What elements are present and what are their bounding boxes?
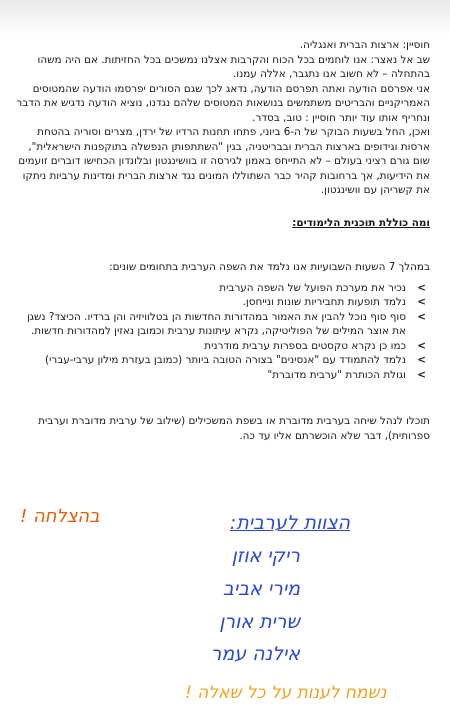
curriculum-heading: ומה כוללת תוכנית הלימודים: bbox=[292, 216, 430, 229]
staff-name: ריקי אוזן bbox=[231, 545, 300, 567]
paragraph-4: ואכן, החל בשעות הבוקר של ה-6 ביוני, פתחו תחנות הרדיו של ירדן, מצרים וסוריה בהטחת ארסות וגידופים בארצות הברית ובבריטניה, בגין "השתתפותן הנפשלה בתוקפנות הישראלית", שום גורם רציני בעולם – לא התייחס באמון לגירסה זו בוושינגטון ובלונדון הכחישו דוברים זועמים את הידיעות, אך ברחובות קהיר כבר השתוללו המונים נגד ארצות הברית ומדינות ערביות ניתקו את קשריהן עם וושינגטון. bbox=[18, 126, 430, 196]
topics-list bbox=[12, 281, 430, 383]
paragraph-3: אני אפרסם הודעה ואתה תפרסם הודעה, נדאג לכך שגם הסורים יפרסמו הודעה שהמטוסים האמריקניים והבריטים משתמשים בנושאות המטוסים שלהם נגדנו, נוציא הודעה נדגיש את הדבר ונחריף אותו עוד יותר חוסיין : טוב, בסדר. bbox=[16, 82, 430, 124]
document-body bbox=[12, 38, 430, 443]
good-luck-note: בהצלחה ! bbox=[20, 506, 100, 527]
questions-note: נשמח לענות על כל שאלה ! bbox=[185, 683, 387, 703]
paragraph-2: שב אל נאצר: אנו לוחמים בכל הכוח והקרבות אצלנו נמשכים בכל החזיתות. אם היה משהו בהתחלה – לא חשוב אנו נתגבר, אללה עמנו. bbox=[37, 53, 430, 80]
staff-title: הצוות לערבית: bbox=[229, 512, 350, 534]
staff-name: אילנה עמר bbox=[210, 643, 300, 665]
list-item: > נלמד להתמודד עם "אנסינים" בצורה הטובה ביותר (כמובן בעזרת מילון ערבי-עברי) bbox=[12, 353, 406, 368]
list-item: > וגולת הכותרת "ערבית מדוברת" bbox=[12, 368, 406, 383]
staff-name: שרית אורן bbox=[219, 611, 300, 633]
list-item: > סוף סוף נוכל להבין את האמור במהדורות החדשות הן בטלוויזיה והן ברדיו. הכיצד? נשגן את אוצר המילים של הפוליטיקה, נקרא עיתונות ערבית וכמובן נאזין למהדורות חדשות. bbox=[12, 310, 406, 339]
staff-name: מירי אביב bbox=[222, 578, 300, 600]
closing-paragraph: תוכלו לנהל שיחה בערבית מדוברת או בשפת המשכילים (שילוב של ערבית מדוברת וערבית ספרותית), דבר שלא הוכשרתם אליו עד כה. bbox=[38, 415, 430, 442]
list-item: > נכיר את מערכת הפועל של השפה הערבית bbox=[12, 281, 406, 296]
list-item: > כמו כן נקרא טקסטים בספרות ערבית מודרנית bbox=[12, 339, 406, 354]
scan-shadow bbox=[0, 0, 450, 36]
curriculum-intro: במהלך 7 השעות השבועיות אנו נלמד את השפה הערבית בתחומים שונים: bbox=[109, 261, 430, 273]
list-item: > נלמד תופעות תחביריות שונות ונייחסן. bbox=[12, 295, 406, 310]
paragraph-1: חוסיין: ארצות הברית ואנגליה. bbox=[299, 39, 430, 51]
